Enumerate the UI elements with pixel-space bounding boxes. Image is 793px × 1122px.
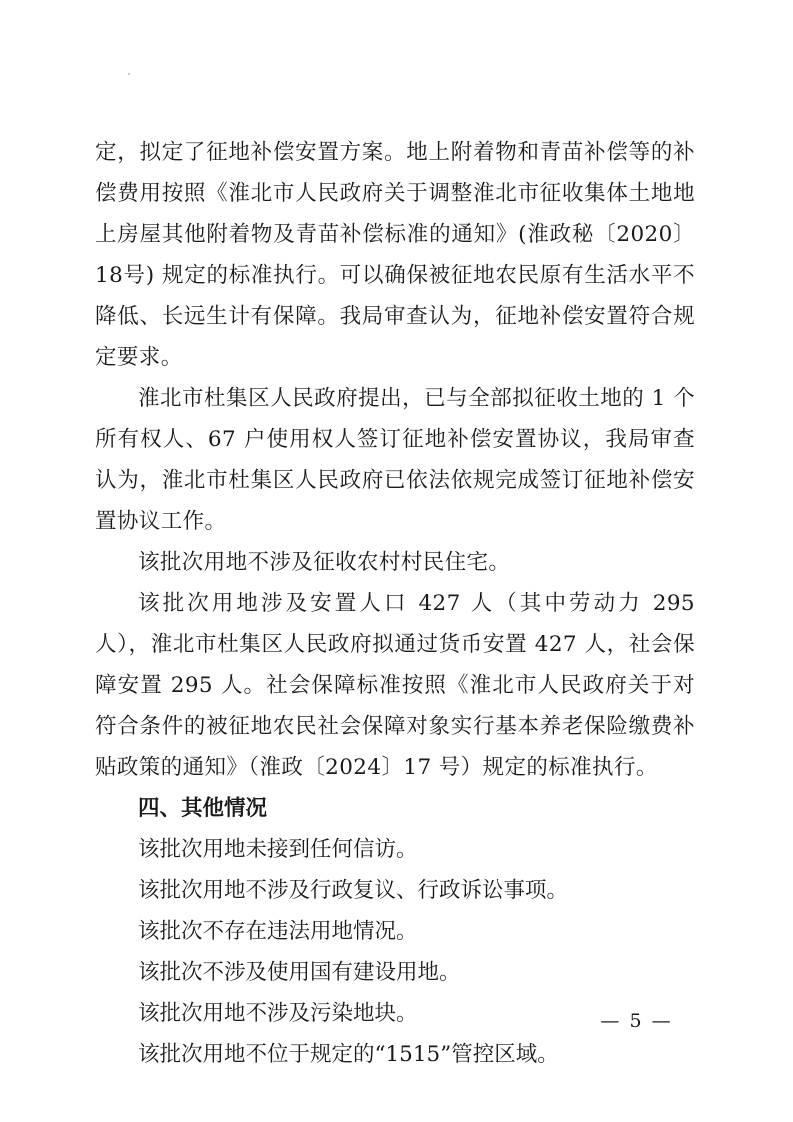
paragraph-agreement: 淮北市杜集区人民政府提出，已与全部拟征收土地的 1 个所有权人、67 户使用权人签订征地补偿安置协议，我局审查认为，淮北市杜集区人民政府已依法依规完成签订征地补偿安置协议工作。 [95, 386, 695, 534]
page-footer [0, 1010, 793, 1032]
section-line-polluted-land: 该批次用地不涉及污染地块。 [138, 1001, 418, 1026]
section-line-control-zone: 该批次用地不位于规定的“1515”管控区域。 [138, 1042, 559, 1067]
section-line-illegal-use: 该批次不存在违法用地情况。 [138, 919, 418, 944]
paragraph-no-residence: 该批次用地不涉及征收农村村民住宅。 [138, 550, 511, 575]
section-heading-other: 四、其他情况 [138, 796, 268, 821]
paper-speck [128, 73, 130, 75]
page-number: — 5 — [600, 1010, 673, 1032]
document-body [95, 132, 695, 1075]
paragraph-resettlement: 该批次用地涉及安置人口 427 人（其中劳动力 295 人），淮北市杜集区人民政府拟通过货币安置 427 人，社会保障安置 295 人。社会保障标准按照《淮北市人民政府关于对符合条件的被征地农民社会保障对象实行基本养老保险缴费补贴政策的通知》（淮政〔2024〕17 号）规定的标准执行。 [95, 591, 695, 780]
section-line-litigation: 该批次用地不涉及行政复议、行政诉讼事项。 [138, 878, 569, 903]
section-line-petition: 该批次用地未接到任何信访。 [138, 837, 418, 862]
section-line-state-land: 该批次不涉及使用国有建设用地。 [138, 960, 461, 985]
paragraph-compensation: 定，拟定了征地补偿安置方案。地上附着物和青苗补偿等的补偿费用按照《淮北市人民政府关于调整淮北市征收集体土地地上房屋其他附着物及青苗补偿标准的通知》(淮政秘〔2020〕18号) 规定的标准执行。可以确保被征地农民原有生活水平不降低、长远生计有保障。我局审查认为，征地补偿安置符合规定要求。 [95, 140, 695, 370]
